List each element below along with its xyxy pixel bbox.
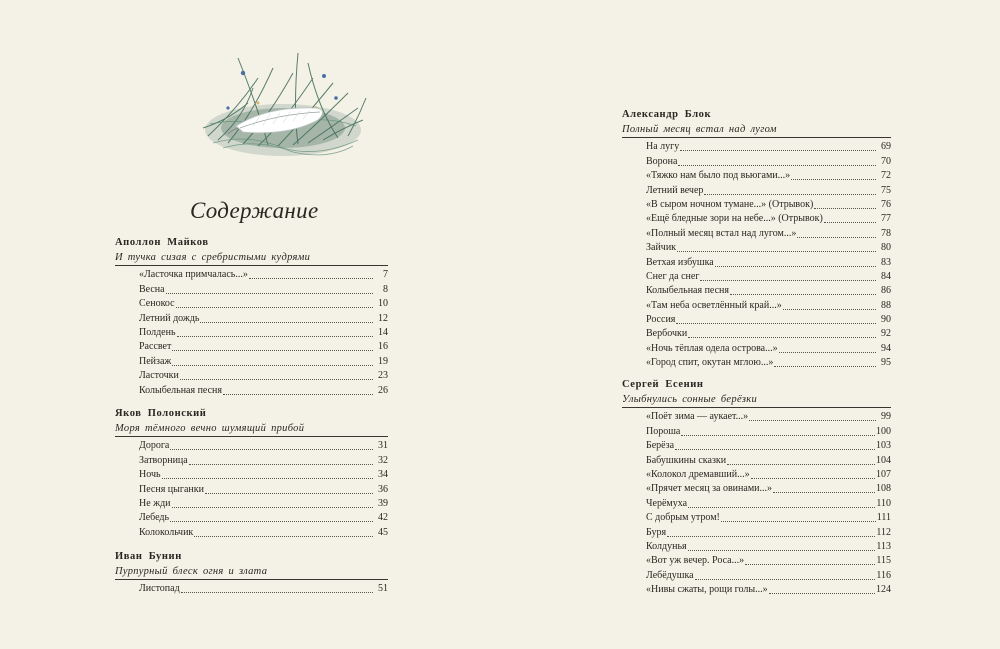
dot-leader	[181, 592, 373, 593]
toc-entry[interactable]	[622, 241, 891, 255]
page-number: 23	[378, 370, 388, 382]
page-number: 76	[881, 198, 891, 210]
page-number: 14	[378, 326, 388, 338]
dot-leader	[172, 507, 373, 508]
page-number: 7	[383, 269, 388, 281]
dot-leader	[681, 435, 875, 436]
entry-title: Колыбельная песня	[646, 285, 730, 297]
page-number: 95	[881, 357, 891, 369]
dot-leader	[249, 278, 373, 279]
dot-leader	[721, 521, 876, 522]
entry-list	[115, 268, 388, 398]
cycle-title: Пурпурный блеск огня и злата	[115, 564, 388, 580]
page-number: 94	[881, 342, 891, 354]
page-number: 26	[378, 384, 388, 396]
toc-entry[interactable]	[622, 511, 891, 525]
page-number: 31	[378, 440, 388, 452]
toc-entry[interactable]	[622, 313, 891, 327]
page-number: 10	[378, 298, 388, 310]
toc-entry[interactable]	[115, 369, 388, 383]
entry-title: Не жди	[139, 497, 171, 509]
dot-leader	[797, 237, 876, 238]
entry-title: Бабушкины сказки	[646, 454, 727, 466]
toc-entry[interactable]	[115, 297, 388, 311]
page-number: 36	[378, 483, 388, 495]
page-number: 69	[881, 141, 891, 153]
dot-leader	[773, 492, 875, 493]
entry-list	[115, 582, 388, 596]
dot-leader	[783, 309, 876, 310]
dot-leader	[172, 365, 373, 366]
dot-leader	[700, 280, 876, 281]
entry-title: «Полный месяц встал над лугом...»	[646, 227, 797, 239]
toc-entry[interactable]	[115, 468, 388, 482]
entry-title: Ночь	[139, 469, 161, 481]
entry-title: Весна	[139, 283, 165, 295]
section-blok	[622, 108, 891, 370]
entry-title: Лебёдушка	[646, 569, 694, 581]
entry-title: Ласточки	[139, 370, 179, 382]
dot-leader	[715, 266, 876, 267]
entry-title: Пейзаж	[139, 355, 172, 367]
dot-leader	[814, 208, 876, 209]
dot-leader	[688, 337, 876, 338]
entry-title: Снег да снег	[646, 270, 700, 282]
dot-leader	[824, 222, 876, 223]
entry-title: Песня цыганки	[139, 483, 204, 495]
dot-leader	[745, 564, 875, 565]
page-number: 34	[378, 469, 388, 481]
entry-title: «Тяжко нам было под вьюгами...»	[646, 170, 791, 182]
page-number: 107	[876, 468, 891, 480]
author-name: Александр Блок	[622, 109, 712, 120]
entry-title: Рассвет	[139, 341, 172, 353]
toc-entry[interactable]	[622, 169, 891, 183]
author-name: Аполлон Майков	[115, 237, 209, 248]
right-page	[500, 0, 1000, 649]
page-number: 80	[881, 242, 891, 254]
dot-leader	[769, 593, 875, 594]
entry-title: «Ночь тёплая одела острова...»	[646, 342, 778, 354]
toc-entry[interactable]	[115, 282, 388, 296]
page-title: Содержание	[190, 198, 319, 223]
page-number: 45	[378, 526, 388, 538]
cycle-title: Улыбнулись сонные берёзки	[622, 392, 891, 408]
page-number: 42	[378, 512, 388, 524]
section-polonsky	[115, 407, 388, 540]
dot-leader	[779, 352, 876, 353]
dot-leader	[194, 536, 373, 537]
entry-title: Россия	[646, 314, 676, 326]
dot-leader	[172, 350, 373, 351]
entry-title: На лугу	[646, 141, 680, 153]
toc-entry[interactable]	[115, 497, 388, 511]
page-number: 92	[881, 328, 891, 340]
entry-title: Затворница	[139, 454, 188, 466]
entry-title: Колокольчик	[139, 526, 194, 538]
toc-entry[interactable]	[115, 340, 388, 354]
toc-entry[interactable]	[622, 482, 891, 496]
entry-title: «Город спит, окутан мглою...»	[646, 357, 774, 369]
toc-entry[interactable]	[622, 583, 891, 597]
toc-entry[interactable]	[622, 453, 891, 467]
toc-entry[interactable]	[622, 298, 891, 312]
page-number: 16	[378, 341, 388, 353]
toc-entry[interactable]	[622, 410, 891, 424]
toc-entry[interactable]	[622, 554, 891, 568]
toc-entry[interactable]	[115, 439, 388, 453]
dot-leader	[676, 323, 876, 324]
page-number: 75	[881, 184, 891, 196]
dot-leader	[675, 449, 875, 450]
dot-leader	[727, 464, 875, 465]
toc-entry[interactable]	[115, 511, 388, 525]
cycle-title: Моря тёмного вечно шумящий прибой	[115, 421, 388, 437]
page-number: 113	[876, 540, 891, 552]
page-number: 110	[876, 497, 891, 509]
toc-entry[interactable]	[622, 525, 891, 539]
entry-title: «Колокол дремавший...»	[646, 468, 750, 480]
entry-title: Дорога	[139, 440, 170, 452]
toc-entry[interactable]	[622, 496, 891, 510]
page-number: 70	[881, 155, 891, 167]
entry-title: «Там неба осветлённый край...»	[646, 299, 782, 311]
toc-entry[interactable]	[622, 140, 891, 154]
dot-leader	[177, 336, 373, 337]
cycle-title: И тучка сизая с сребристыми кудрями	[115, 250, 388, 266]
toc-entry[interactable]	[622, 341, 891, 355]
dot-leader	[774, 366, 876, 367]
entry-title: Колыбельная песня	[139, 384, 223, 396]
page-number: 12	[378, 312, 388, 324]
toc-entry[interactable]	[115, 354, 388, 368]
entry-title: Лебедь	[139, 512, 170, 524]
dot-leader	[677, 251, 876, 252]
feather-nest-illustration	[198, 48, 368, 166]
dot-leader	[751, 478, 875, 479]
dot-leader	[162, 478, 373, 479]
toc-entry[interactable]	[115, 268, 388, 282]
page-number: 112	[876, 526, 891, 538]
page-number: 8	[383, 283, 388, 295]
page-number: 103	[876, 440, 891, 452]
entry-title: «Нивы сжаты, рощи голы...»	[646, 584, 768, 596]
page-number: 111	[876, 512, 891, 524]
entry-title: Летний вечер	[646, 184, 704, 196]
page-number: 39	[378, 497, 388, 509]
dot-leader	[166, 293, 373, 294]
toc-entry[interactable]	[622, 439, 891, 453]
section-bunin	[115, 550, 388, 596]
entry-title: Ворона	[646, 155, 678, 167]
toc-entry[interactable]	[115, 383, 388, 397]
dot-leader	[176, 307, 373, 308]
entry-title: Летний дождь	[139, 312, 200, 324]
entry-title: Черёмуха	[646, 497, 688, 509]
toc-entry[interactable]	[115, 482, 388, 496]
dot-leader	[200, 322, 373, 323]
dot-leader	[730, 294, 876, 295]
dot-leader	[680, 150, 876, 151]
dot-leader	[695, 579, 876, 580]
page-number: 88	[881, 299, 891, 311]
entry-title: «В сыром ночном тумане...» (Отрывок)	[646, 198, 814, 210]
entry-list	[622, 410, 891, 597]
dot-leader	[688, 550, 876, 551]
page-number: 124	[876, 584, 891, 596]
toc-entry[interactable]	[622, 198, 891, 212]
entry-title: «Ещё бледные зори на небе...» (Отрывок)	[646, 213, 823, 225]
toc-entry[interactable]	[622, 270, 891, 284]
entry-list	[115, 439, 388, 540]
entry-title: «Поёт зима — аукает...»	[646, 411, 749, 423]
cycle-title: Полный месяц встал над лугом	[622, 122, 891, 138]
dot-leader	[678, 165, 876, 166]
toc-entry[interactable]	[115, 326, 388, 340]
toc-entry[interactable]	[115, 525, 388, 539]
dot-leader	[704, 194, 876, 195]
author-name: Яков Полонский	[115, 408, 207, 419]
entry-title: «Прячет месяц за овинами...»	[646, 483, 772, 495]
entry-title: Сенокос	[139, 298, 175, 310]
dot-leader	[791, 179, 876, 180]
dot-leader	[205, 493, 373, 494]
entry-title: Пороша	[646, 425, 681, 437]
dot-leader	[667, 536, 875, 537]
toc-entry[interactable]	[622, 284, 891, 298]
page-number: 19	[378, 355, 388, 367]
page-number: 72	[881, 170, 891, 182]
dot-leader	[180, 379, 373, 380]
page-number: 100	[876, 425, 891, 437]
dot-leader	[189, 464, 373, 465]
page-number: 32	[378, 454, 388, 466]
entry-title: Листопад	[139, 583, 180, 595]
toc-entry[interactable]	[622, 468, 891, 482]
section-esenin	[622, 378, 891, 597]
toc-entry[interactable]	[115, 582, 388, 596]
page-number: 84	[881, 270, 891, 282]
entry-title: Буря	[646, 526, 667, 538]
toc-entry[interactable]	[115, 311, 388, 325]
dot-leader	[223, 394, 373, 395]
toc-entry[interactable]	[622, 226, 891, 240]
author-name: Иван Бунин	[115, 551, 182, 562]
page-number: 116	[876, 569, 891, 581]
page-number: 86	[881, 285, 891, 297]
page-number: 78	[881, 227, 891, 239]
dot-leader	[170, 449, 373, 450]
entry-title: Вербочки	[646, 328, 688, 340]
toc-entry[interactable]	[622, 568, 891, 582]
entry-title: С добрым утром!	[646, 512, 720, 524]
entry-title: Зайчик	[646, 242, 677, 254]
toc-entry[interactable]	[622, 212, 891, 226]
toc-entry[interactable]	[622, 183, 891, 197]
page-number: 99	[881, 411, 891, 423]
toc-entry[interactable]	[622, 356, 891, 370]
toc-entry[interactable]	[622, 540, 891, 554]
dot-leader	[170, 521, 373, 522]
toc-entry[interactable]	[622, 255, 891, 269]
page-number: 51	[378, 583, 388, 595]
entry-title: Ветхая избушка	[646, 256, 714, 268]
page-number: 90	[881, 314, 891, 326]
page-number: 104	[876, 454, 891, 466]
dot-leader	[749, 420, 876, 421]
entry-title: Колдунья	[646, 540, 687, 552]
entry-title: «Вот уж вечер. Роса...»	[646, 555, 745, 567]
entry-title: «Ласточка примчалась...»	[139, 269, 248, 281]
entry-list	[622, 140, 891, 370]
page-number: 108	[876, 483, 891, 495]
toc-entry[interactable]	[622, 154, 891, 168]
author-name: Сергей Есенин	[622, 379, 704, 390]
entry-title: Берёза	[646, 440, 675, 452]
dot-leader	[688, 507, 875, 508]
toc-entry[interactable]	[622, 424, 891, 438]
toc-entry[interactable]	[622, 327, 891, 341]
page-number: 83	[881, 256, 891, 268]
page-number: 115	[876, 555, 891, 567]
section-maikov	[115, 236, 388, 398]
toc-entry[interactable]	[115, 453, 388, 467]
entry-title: Полдень	[139, 326, 176, 338]
page-number: 77	[881, 213, 891, 225]
